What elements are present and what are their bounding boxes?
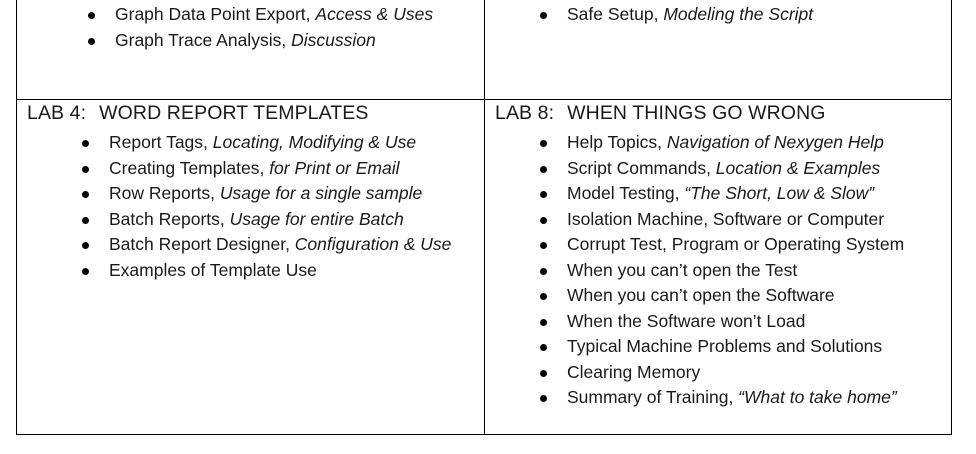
- list-item-emphasis: Discussion: [291, 29, 376, 50]
- bullet-icon: [540, 242, 547, 249]
- list-item-emphasis: Access & Uses: [315, 4, 434, 24]
- bullet-icon: [540, 370, 547, 377]
- bullet-icon: [82, 242, 89, 249]
- list-item-text: Typical Machine Problems and Solutions: [567, 336, 883, 356]
- list-item: [109, 207, 451, 233]
- list-item: [567, 334, 904, 360]
- lab-heading: [495, 102, 826, 125]
- list-item: [567, 156, 904, 182]
- bullet-icon: [540, 344, 547, 351]
- bullet-icon: [540, 293, 547, 300]
- list-item-text: Row Reports,: [109, 183, 220, 203]
- table-cell-top-right: [485, 0, 952, 99]
- list-item: [567, 360, 904, 386]
- list-item-text: Batch Reports,: [109, 208, 230, 229]
- bullet-list: [567, 130, 904, 411]
- list-item: [567, 283, 904, 309]
- list-item: [109, 130, 451, 156]
- list-item: [567, 130, 904, 156]
- list-item-text: Summary of Training,: [567, 387, 739, 407]
- list-item: [109, 181, 451, 207]
- list-item-emphasis: Modeling the Script: [663, 4, 814, 24]
- list-item-emphasis: for Print or Email: [269, 157, 400, 178]
- table-cell-lab-8: [485, 100, 952, 434]
- list-item-text: Help Topics,: [567, 132, 667, 152]
- list-item-text: Clearing Memory: [567, 361, 701, 382]
- list-item-text: Report Tags,: [109, 132, 213, 152]
- list-item: [109, 258, 451, 284]
- list-item: [567, 181, 904, 207]
- lab-title: WORD REPORT TEMPLATES: [99, 102, 369, 124]
- bullet-icon: [82, 268, 89, 275]
- list-item: [567, 232, 904, 258]
- list-item-text: Batch Report Designer,: [109, 234, 295, 254]
- table-cell-lab-4: [17, 100, 484, 434]
- list-item-text: Corrupt Test, Program or Operating System: [567, 234, 905, 254]
- list-item: [567, 2, 813, 28]
- list-item-emphasis: Location & Examples: [715, 157, 881, 178]
- list-item: [567, 258, 904, 284]
- list-item: [115, 28, 433, 54]
- lab-heading: [27, 102, 369, 125]
- list-item-emphasis: Locating, Modifying & Use: [212, 132, 417, 152]
- bullet-list: [567, 2, 813, 28]
- list-item-text: Creating Templates,: [109, 157, 270, 178]
- list-item-emphasis: Configuration & Use: [294, 234, 452, 254]
- list-item: [567, 309, 904, 335]
- list-item: [115, 2, 433, 28]
- bullet-icon: [540, 166, 547, 173]
- list-item-text: Graph Data Point Export,: [115, 4, 316, 24]
- bullet-icon: [540, 395, 547, 402]
- list-item-text: When you can’t open the Software: [567, 285, 835, 305]
- bullet-list: [109, 130, 451, 283]
- list-item-emphasis: “The Short, Low & Slow”: [684, 183, 875, 203]
- list-item-text: Model Testing,: [567, 183, 685, 203]
- list-item-text: Safe Setup,: [567, 4, 664, 24]
- bullet-icon: [88, 38, 95, 45]
- bullet-icon: [540, 12, 547, 19]
- lab-number: LAB 4:: [27, 102, 87, 124]
- bullet-list: [115, 2, 433, 53]
- list-item-emphasis: Usage for entire Batch: [229, 208, 404, 229]
- list-item: [567, 385, 904, 411]
- bullet-icon: [82, 217, 89, 224]
- bullet-icon: [540, 268, 547, 275]
- list-item-text: Examples of Template Use: [109, 259, 317, 280]
- list-item-emphasis: “What to take home”: [738, 387, 897, 407]
- list-item-text: Graph Trace Analysis,: [115, 29, 292, 50]
- list-item: [109, 232, 451, 258]
- bullet-icon: [540, 191, 547, 198]
- lab-number: LAB 8:: [495, 102, 555, 124]
- bullet-icon: [82, 191, 89, 198]
- bullet-icon: [540, 217, 547, 224]
- bullet-icon: [88, 12, 95, 19]
- list-item-text: When you can’t open the Test: [567, 259, 798, 280]
- bullet-icon: [82, 166, 89, 173]
- table-cell-top-left: [17, 0, 484, 99]
- list-item-emphasis: Usage for a single sample: [219, 183, 423, 203]
- list-item-text: Script Commands,: [567, 157, 716, 178]
- list-item: [567, 207, 904, 233]
- lab-table: [16, 0, 952, 435]
- list-item: [109, 156, 451, 182]
- bullet-icon: [82, 140, 89, 147]
- bullet-icon: [540, 319, 547, 326]
- bullet-icon: [540, 140, 547, 147]
- list-item-emphasis: Navigation of Nexygen Help: [666, 132, 884, 152]
- lab-title: WHEN THINGS GO WRONG: [567, 102, 826, 124]
- list-item-text: Isolation Machine, Software or Computer: [567, 208, 885, 229]
- list-item-text: When the Software won’t Load: [567, 310, 806, 331]
